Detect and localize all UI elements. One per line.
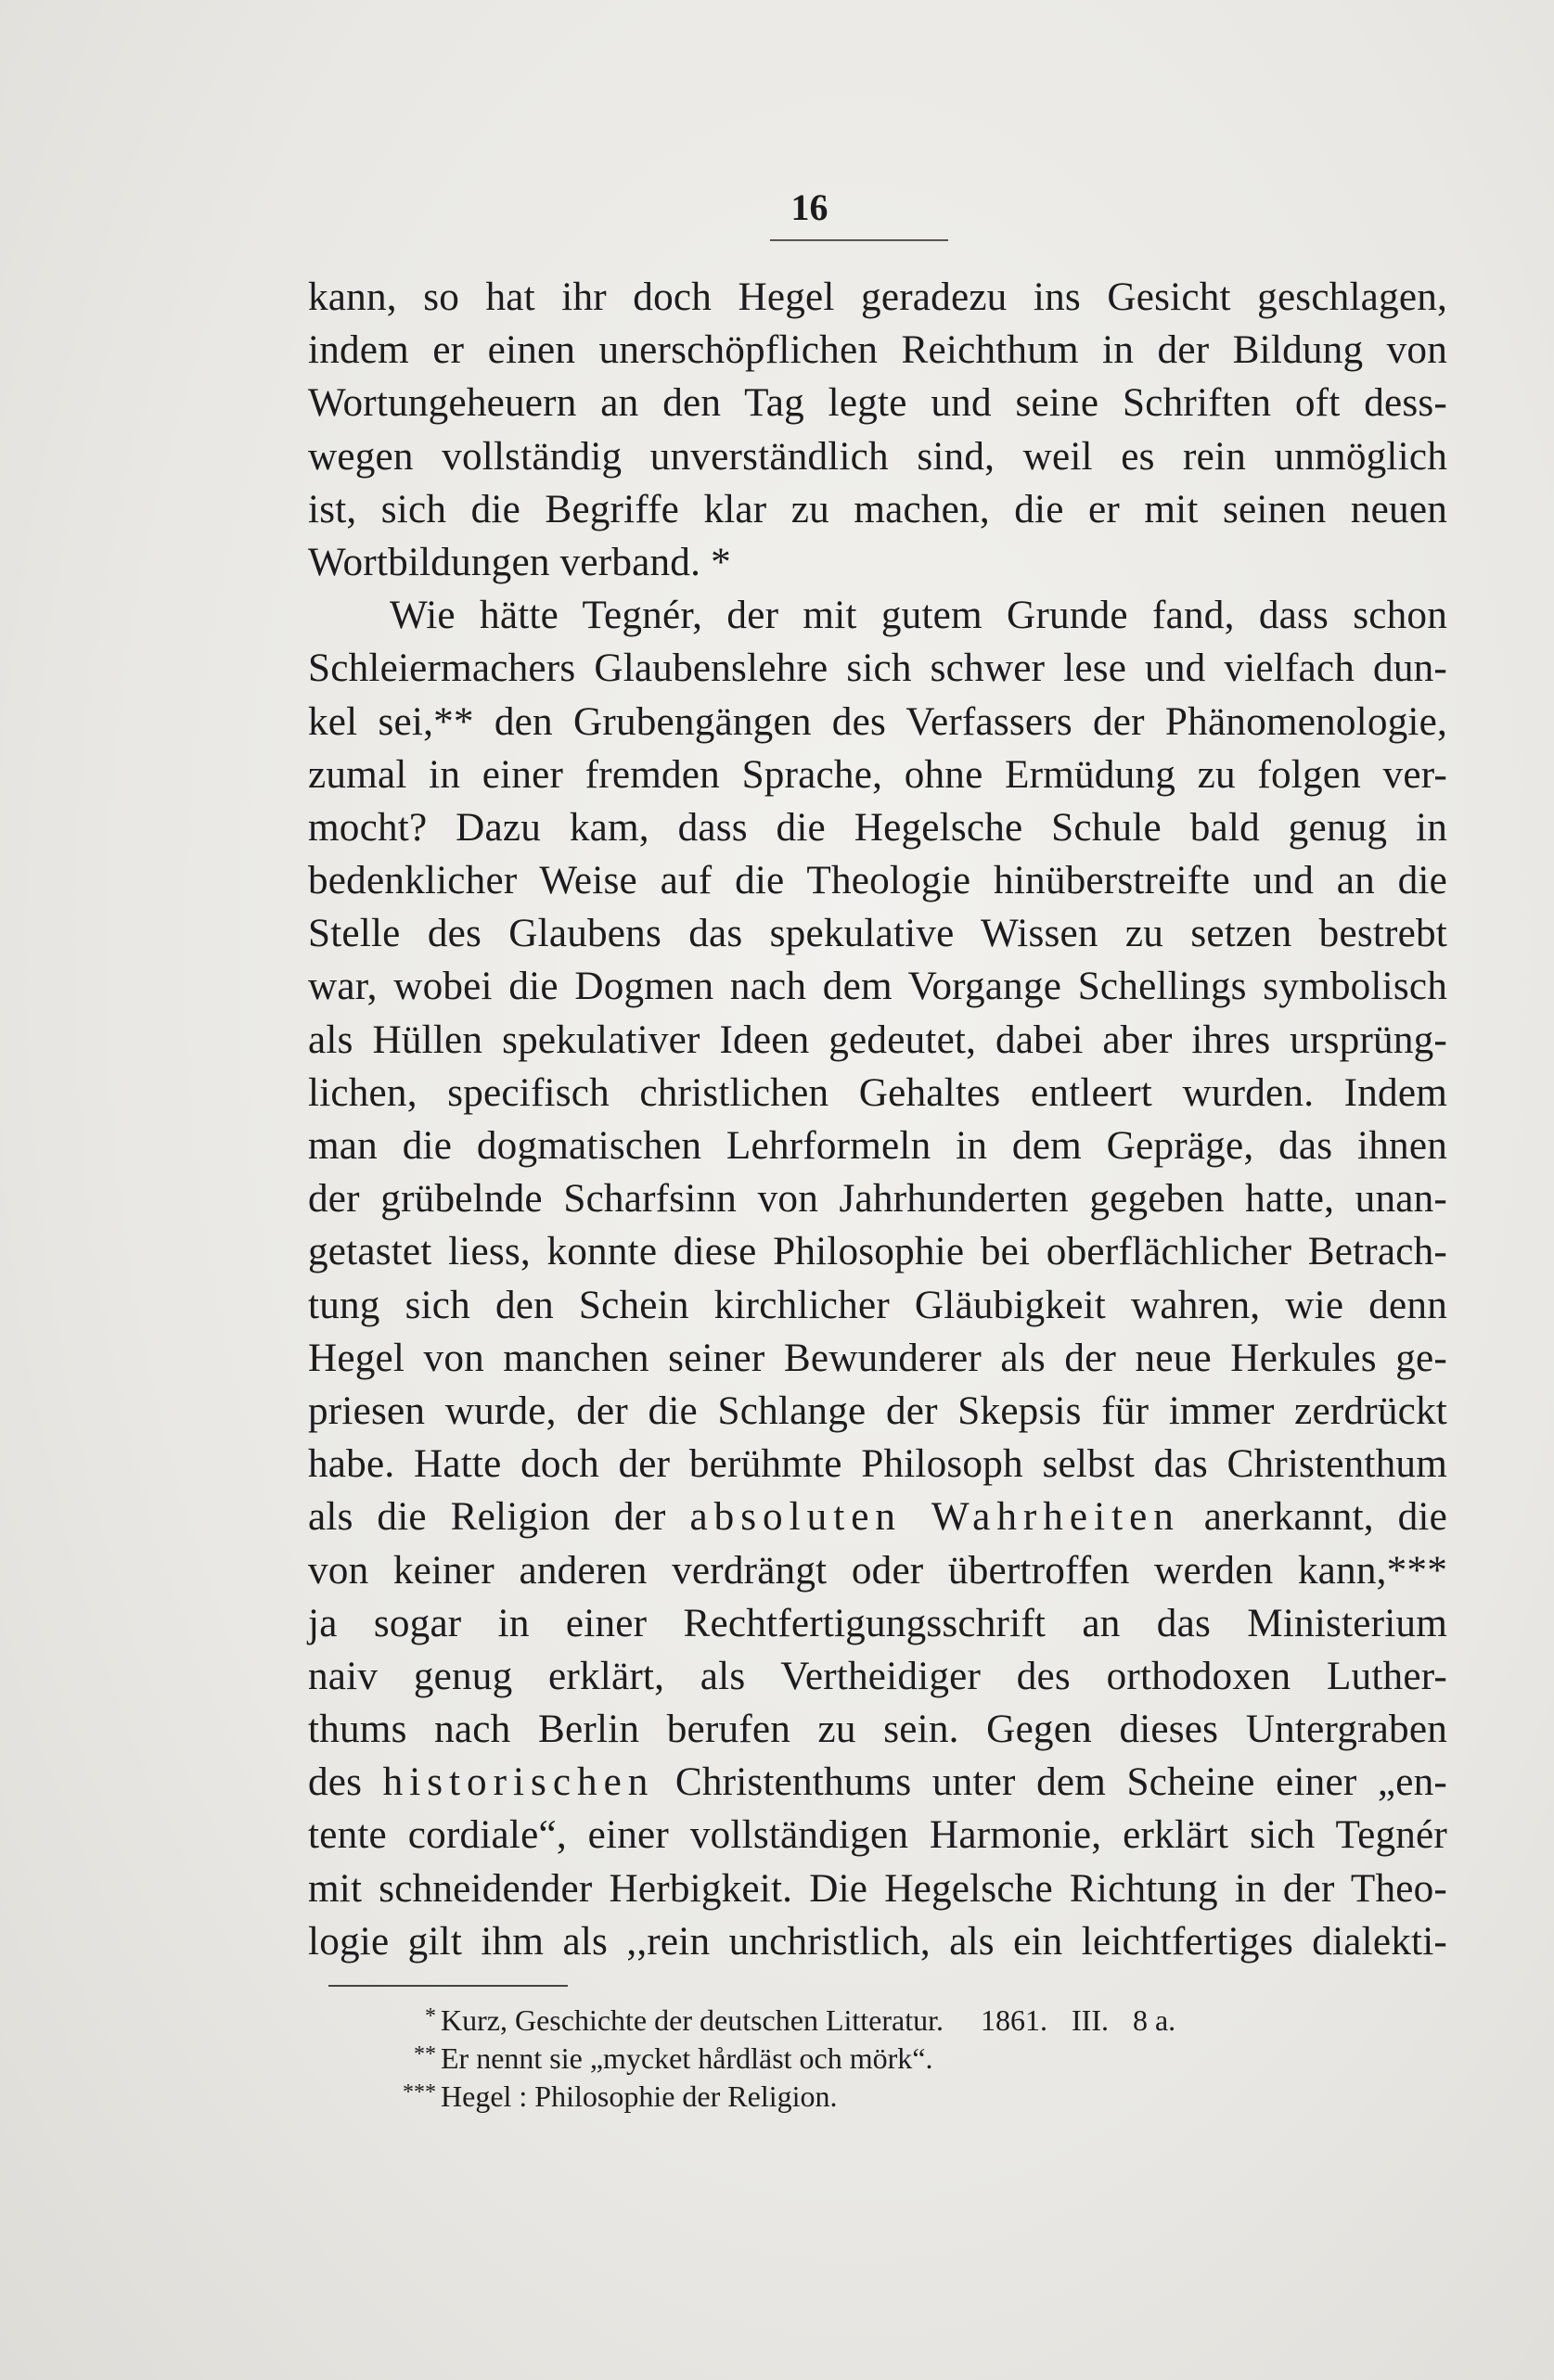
text-line: tung sich den Schein kirchlicher Gläubigkeit wahren, wie denn bbox=[308, 1283, 1447, 1327]
text-line: Wortbildungen verband. * bbox=[308, 540, 731, 584]
emphasized-text: historischen bbox=[382, 1760, 655, 1805]
text-line: zumal in einer fremden Sprache, ohne Ermüdung zu folgen ver- bbox=[308, 752, 1447, 797]
text-line: priesen wurde, der die Schlange der Skepsis für immer zerdrückt bbox=[308, 1388, 1447, 1433]
text-line: mocht? Dazu kam, dass die Hegelsche Schule bald genug in bbox=[308, 805, 1447, 850]
footnote-page: 8 a. bbox=[1132, 2003, 1176, 2037]
text-line: ist, sich die Begriffe klar zu machen, die er mit seinen neuen bbox=[308, 487, 1447, 531]
text-line: mit schneidender Herbigkeit. Die Hegelsche Richtung in der Theo- bbox=[308, 1866, 1447, 1911]
text-line: kel sei,** den Grubengängen des Verfassers der Phänomenologie, bbox=[308, 699, 1447, 744]
text-line: tente cordiale“, einer vollständigen Harmonie, erklärt sich Tegnér bbox=[308, 1813, 1447, 1858]
text-line: bedenklicher Weise auf die Theologie hinüberstreifte und an die bbox=[308, 859, 1447, 903]
text-line bbox=[308, 1491, 1447, 1543]
body-text bbox=[308, 271, 1447, 1968]
footnote-text: Hegel : Philosophie der Religion. bbox=[441, 2079, 838, 2113]
text-run: Christenthums unter dem Scheine einer „en- bbox=[654, 1760, 1447, 1805]
text-line: Wortungeheuern an den Tag legte und seine Schriften oft dess- bbox=[308, 381, 1447, 426]
text-run: als die Religion der bbox=[308, 1495, 690, 1540]
footnote bbox=[325, 2040, 1392, 2078]
footnote bbox=[325, 2078, 1392, 2116]
text-line bbox=[308, 1756, 1447, 1809]
footnote-rule bbox=[328, 1985, 568, 1987]
text-line: von keiner anderen verdrängt oder übertroffen werden kann,*** bbox=[308, 1548, 1447, 1593]
footnote-text: Kurz, Geschichte der deutschen Litteratur. bbox=[441, 2003, 944, 2037]
text-line: naiv genug erklärt, als Vertheidiger des orthodoxen Luther- bbox=[308, 1654, 1447, 1698]
text-run: des bbox=[308, 1760, 383, 1805]
text-line: indem er einen unerschöpflichen Reichthum in der Bildung von bbox=[308, 328, 1447, 373]
header-rule bbox=[770, 239, 948, 241]
text-line: ja sogar in einer Rechtfertigungsschrift an das Ministerium bbox=[308, 1601, 1447, 1645]
page-number: 16 bbox=[790, 186, 828, 228]
text-line: Stelle des Glaubens das spekulative Wissen zu setzen bestrebt bbox=[308, 912, 1447, 956]
text-line: man die dogmatischen Lehrformeln in dem Gepräge, das ihnen bbox=[308, 1124, 1447, 1168]
text-line: Schleiermachers Glaubenslehre sich schwer lese und vielfach dun- bbox=[308, 646, 1447, 691]
text-line: logie gilt ihm als ,,rein unchristlich, als ein leichtfertiges dialekti- bbox=[308, 1919, 1447, 1964]
footnote-year: 1861. bbox=[981, 2003, 1047, 2037]
text-run: anerkannt, die bbox=[1179, 1495, 1447, 1540]
footnote-volume: III. bbox=[1072, 2003, 1109, 2037]
text-line: kann, so hat ihr doch Hegel geradezu ins Gesicht geschlagen, bbox=[308, 275, 1447, 319]
footnotes bbox=[325, 2002, 1392, 2116]
text-line: als Hüllen spekulativer Ideen gedeutet, dabei aber ihres ursprüng- bbox=[308, 1017, 1447, 1062]
text-line: Hegel von manchen seiner Bewunderer als der neue Herkules ge- bbox=[308, 1336, 1447, 1380]
text-line: getastet liess, konnte diese Philosophie bei oberflächlicher Betrach- bbox=[308, 1230, 1447, 1274]
text-line: wegen vollständig unverständlich sind, weil es rein unmöglich bbox=[308, 434, 1447, 479]
text-line: thums nach Berlin berufen zu sein. Gegen dieses Untergraben bbox=[308, 1708, 1447, 1752]
footnote-text: Er nennt sie „mycket hårdläst och mörk“. bbox=[441, 2041, 933, 2075]
footnote-mark: *** bbox=[403, 2080, 436, 2105]
text-line: habe. Hatte doch der berühmte Philosoph selbst das Christenthum bbox=[308, 1442, 1447, 1487]
text-line: der grübelnde Scharfsinn von Jahrhunderten gegeben hatte, unan- bbox=[308, 1177, 1447, 1222]
footnote-mark: ** bbox=[414, 2042, 436, 2067]
text-line: lichen, specifisch christlichen Gehaltes entleert wurden. Indem bbox=[308, 1070, 1447, 1115]
text-line: war, wobei die Dogmen nach dem Vorgange Schellings symbolisch bbox=[308, 965, 1447, 1009]
emphasized-text: absoluten Wahrheiten bbox=[689, 1495, 1180, 1540]
footnote bbox=[325, 2002, 1392, 2040]
footnote-mark: * bbox=[425, 2004, 436, 2028]
text-line: Wie hätte Tegnér, der mit gutem Grunde fand, dass schon bbox=[390, 594, 1447, 638]
